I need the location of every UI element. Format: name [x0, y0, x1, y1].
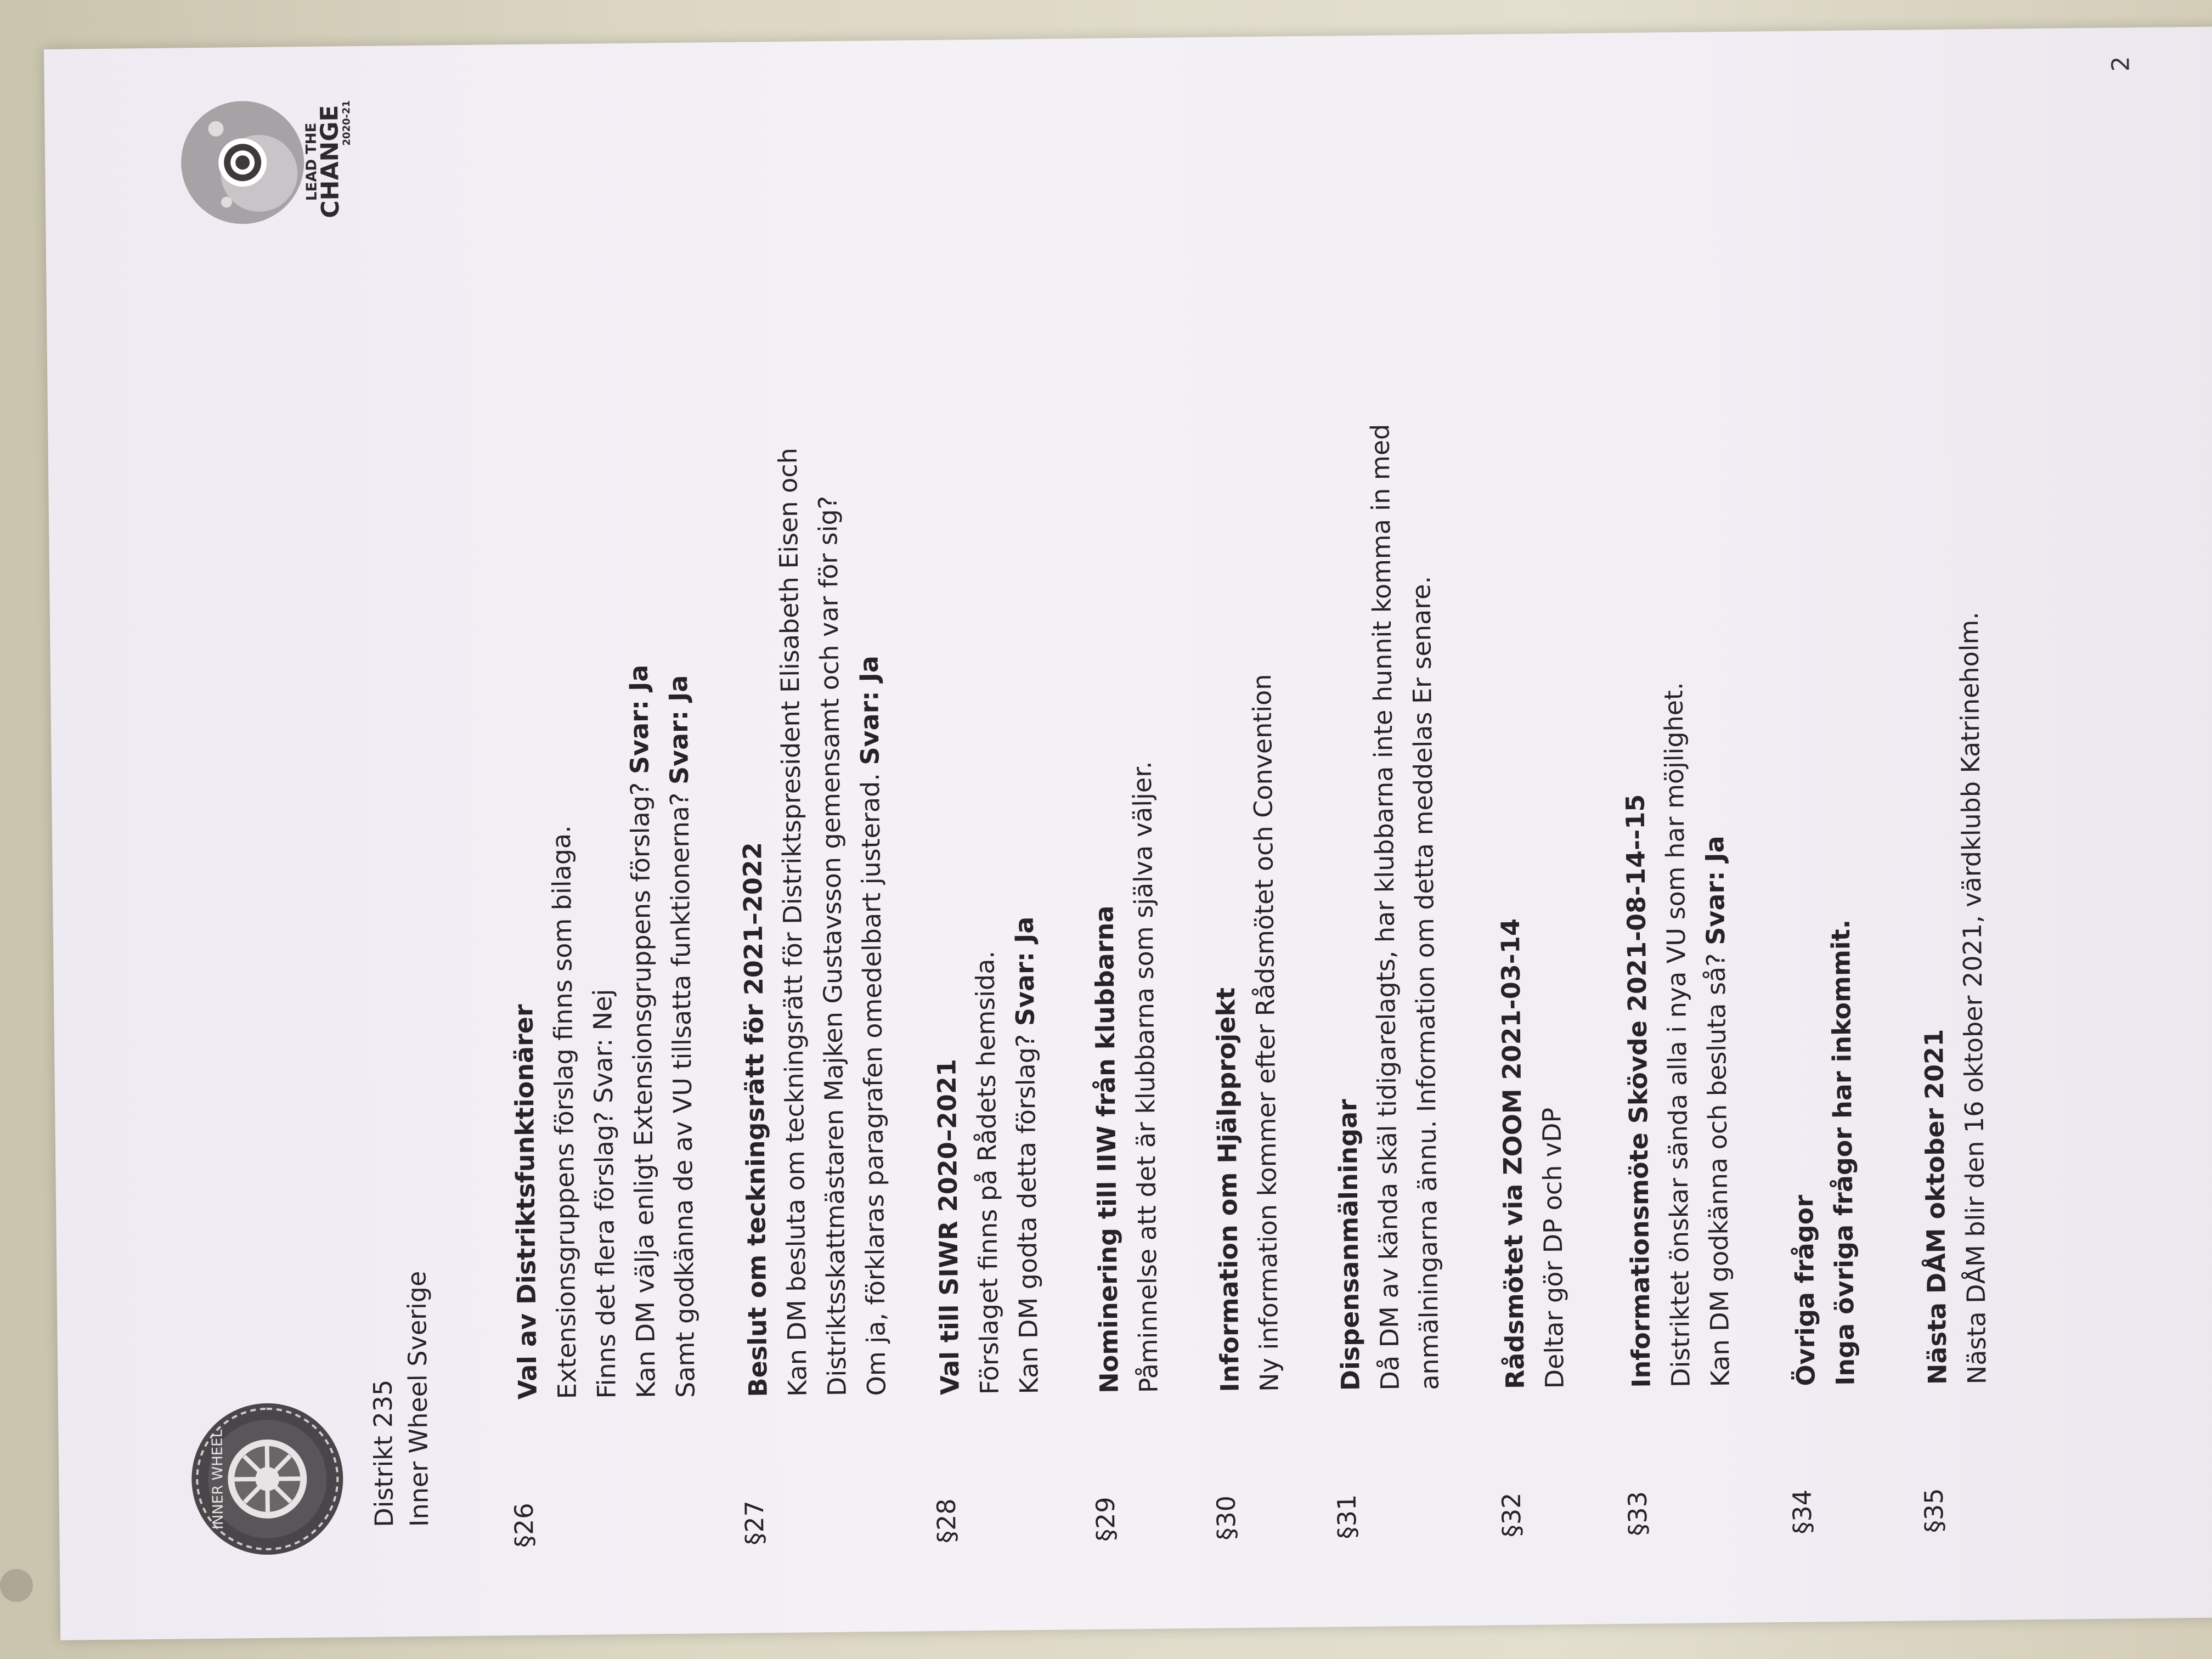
svg-text:CHANGE: CHANGE	[315, 105, 345, 218]
section-line: Påminnelse att det är klubbarna som själva väljer.	[1127, 761, 1164, 1393]
section-title: Dispensanmälningar	[1333, 1098, 1365, 1391]
district-name: Distrikt 235	[368, 1379, 399, 1527]
section-line: Deltar gör DP och vDP	[1537, 1107, 1570, 1389]
section-35	[1904, 95, 1992, 1533]
section-line: Kan DM välja enligt Extensionsgruppens förslag? Svar: Ja	[623, 664, 661, 1398]
section-title: Nästa DÅM oktober 2021	[1918, 1029, 1953, 1385]
inner-wheel-logo-icon	[184, 1396, 351, 1562]
section-title: Val av Distriktsfunktionärer	[509, 1004, 543, 1400]
section-number: §31	[1331, 1494, 1362, 1539]
section-number: §29	[1090, 1497, 1121, 1542]
section-line: Kan DM godkänna och besluta så? Svar: Ja	[1700, 836, 1735, 1387]
section-number: §26	[509, 1503, 539, 1548]
section-32	[1482, 100, 1570, 1538]
section-line: Då DM av kända skäl tidigarelagts, har klubbarna inte hunnit komma in med	[1365, 424, 1405, 1391]
section-line: anmälningarna ännu. Information om detta meddelas Er senare.	[1406, 575, 1444, 1390]
section-number: §35	[1918, 1488, 1949, 1533]
section-28	[917, 106, 1044, 1544]
answer-label: Svar: Ja	[854, 655, 885, 765]
section-27	[725, 108, 891, 1545]
section-line: Finns det flera förslag? Svar: Nej	[587, 989, 622, 1399]
section-title: Val till SIWR 2020–2021	[932, 1058, 965, 1396]
answer-label: Svar: Ja	[663, 675, 695, 785]
section-line: Ny information kommer efter Rådsmötet och Convention	[1247, 674, 1284, 1392]
svg-text:2020-21: 2020-21	[341, 100, 353, 146]
printed-page	[209, 56, 2212, 1549]
section-title: Beslut om teckningsrätt för 2021–2022	[737, 842, 773, 1397]
answer-label: Svar: Ja	[1700, 836, 1731, 946]
section-title: Rådsmötet via ZOOM 2021-03-14	[1495, 918, 1530, 1390]
section-title: Informationsmöte Skövde 2021-08-14--15	[1620, 794, 1656, 1388]
section-number: §30	[1211, 1495, 1242, 1541]
answer-label: Svar: Ja	[623, 664, 654, 775]
page-number: 2	[2107, 56, 2135, 72]
organization-name: Inner Wheel Sverige	[402, 1271, 435, 1527]
answer-label: Svar: Ja	[1009, 916, 1040, 1026]
section-line: Förslaget finns på Rådets hemsida.	[970, 950, 1005, 1395]
section-title: Övriga frågor	[1789, 1194, 1821, 1386]
section-number: §27	[739, 1500, 770, 1545]
section-line: Inga övriga frågor har inkommit.	[1825, 919, 1860, 1386]
section-number: §33	[1622, 1491, 1653, 1537]
section-line: Nästa DÅM blir den 16 oktober 2021, värdklubb Katrineholm.	[1954, 611, 1992, 1385]
section-33	[1608, 99, 1735, 1537]
section-line: Om ja, förklaras paragrafen omedelbart justerad. Svar: Ja	[854, 655, 891, 1396]
svg-text:INNER WHEEL: INNER WHEEL	[209, 1429, 227, 1530]
section-number: §32	[1496, 1492, 1527, 1538]
table-mark	[0, 1569, 33, 1602]
paper-sheet	[44, 26, 2212, 1640]
section-line: Distriktsskattmästaren Majken Gustavsson gemensamt och var för sig?	[812, 495, 852, 1397]
district-block	[364, 1271, 437, 1527]
section-line: Extensionsgruppens förslag finns som bilaga.	[546, 825, 582, 1400]
section-title: Information om Hjälpprojekt	[1211, 987, 1245, 1392]
section-number: §28	[931, 1498, 962, 1544]
svg-text:LEAD THE: LEAD THE	[303, 122, 320, 201]
section-34	[1773, 97, 1860, 1534]
lead-the-change-logo-icon	[171, 90, 353, 234]
section-title: Nominering till IIW från klubbarna	[1089, 905, 1124, 1394]
section-number: §34	[1787, 1489, 1818, 1534]
section-31	[1317, 102, 1444, 1539]
section-line: Kan DM godta detta förslag? Svar: Ja	[1009, 916, 1044, 1395]
section-29	[1076, 104, 1164, 1542]
section-30	[1197, 103, 1284, 1541]
section-line: Samt godkänna de av VU tillsatta funktionerna? Svar: Ja	[663, 675, 701, 1398]
section-line: Kan DM besluta om teckningsrätt för Distriktspresident Elisabeth Eisen och	[772, 447, 812, 1397]
section-line: Distriktet önskar sända alla i nya VU som har möjlighet.	[1658, 682, 1696, 1388]
